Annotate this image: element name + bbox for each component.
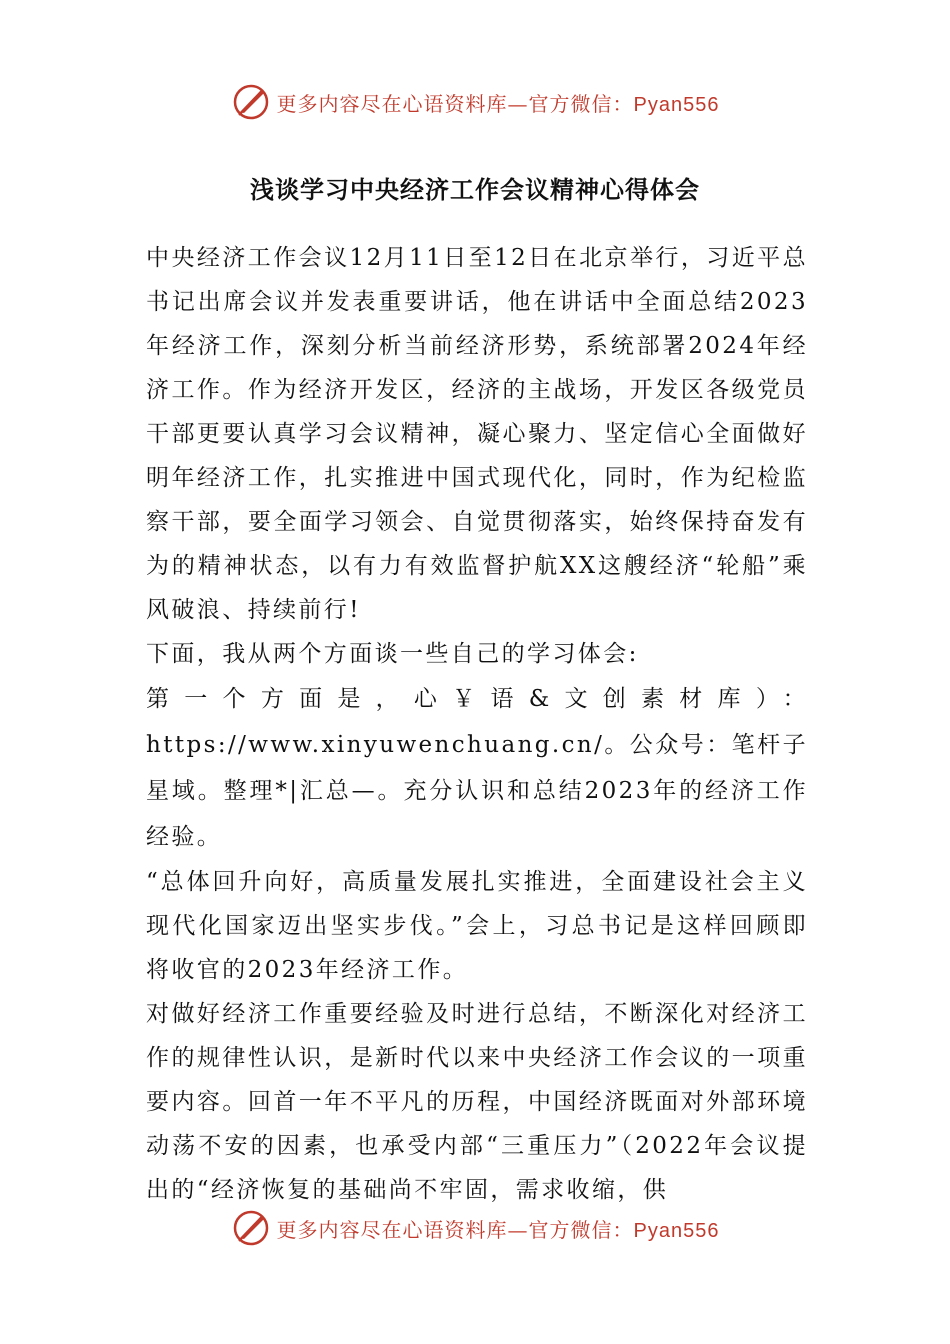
paragraph: 对做好经济工作重要经验及时进行总结，不断深化对经济工作的规律性认识，是新时代以来中央经济工作会议的一项重要内容。回首一年不平凡的历程，中国经济既面对外部环境动荡不安的因素，也承受内部“三重压力”（2022年会议提出的“经济恢复的基础尚不牢固，需求收缩，供 [146,1001,808,1203]
watermark-text: 更多内容尽在心语资料库—官方微信：Pyan556 [276,1217,720,1242]
paragraph: 下面，我从两个方面谈一些自己的学习体会: [146,641,639,667]
paragraph: 中央经济工作会议12月11日至12日在北京举行，习近平总书记出席会议并发表重要讲话，他在讲话中全面总结2023年经济工作，深刻分析当前经济形势，系统部署2024年经济工作。作为经济开发区，经济的主战场，开发区各级党员干部更要认真学习会议精神，凝心聚力、坚定信心全面做好明年经济工作，扎实推进中国式现代化，同时，作为纪检监察干部，要全面学习领会、自觉贯彻落实，始终保持奋发有为的精神状态，以有力有效监督护航XX这艘经济“轮船”乘风破浪、持续前行! [146,245,808,623]
watermark-footer [0,1208,950,1248]
paragraph: 第一个方面是，心￥语&文创素材库）：https://www.xinyuwenchuang.cn/。公众号：笔杆子星域。整理*|汇总—。充分认识和总结2023年的经济工作经验。 [146,686,808,850]
watermark-header [0,82,950,122]
quill-circle-logo-icon [231,1208,271,1248]
quill-circle-logo-icon [231,82,271,122]
paragraph: “总体回升向好，高质量发展扎实推进，全面建设社会主义现代化国家迈出坚实步伐。”会上，习总书记是这样回顾即将收官的2023年经济工作。 [146,869,808,983]
document-body [146,236,808,1212]
document-title: 浅谈学习中央经济工作会议精神心得体会 [250,176,700,204]
watermark-text: 更多内容尽在心语资料库—官方微信：Pyan556 [276,91,720,116]
